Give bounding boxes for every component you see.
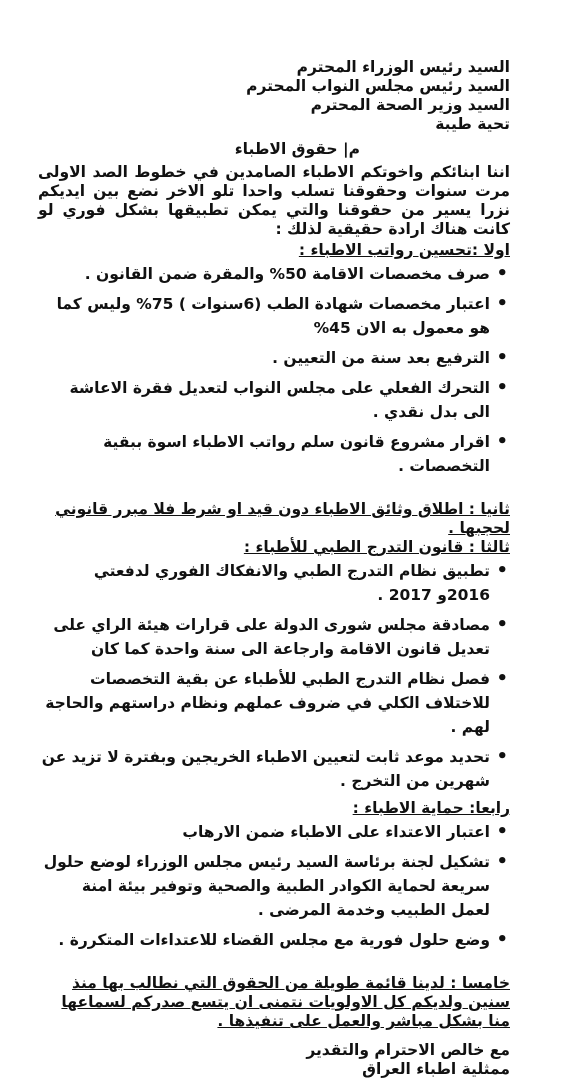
closing-regards: مع خالص الاحترام والتقدير xyxy=(306,1041,510,1059)
section-salaries-list xyxy=(38,262,510,478)
list-item xyxy=(38,820,508,844)
list-item-text: تشكيل لجنة برئاسة السيد رئيس مجلس الوزراء لوضع حلول سريعة لحماية الكوادر الطبية والصحية وتوفير بيئة امنة لعمل الطبيب وخدمة المرضى . xyxy=(43,853,490,919)
list-item-text: اعتبار الاعتداء على الاطباء ضمن الارهاب xyxy=(182,823,490,841)
closing-block xyxy=(38,1041,510,1079)
list-item-text: اقرار مشروع قانون سلم رواتب الاطباء اسوة ببقية التخصصات . xyxy=(103,433,490,475)
section-salaries xyxy=(38,241,510,478)
list-item xyxy=(38,376,508,424)
list-item-text: فصل نظام التدرج الطبي للأطباء عن بقية التخصصات للاختلاف الكلي في ضروف عملهم ونظام دراستهم والحاجة لهم . xyxy=(45,670,490,736)
section-medical-grading-heading: ثالثا : قانون التدرج الطبي للأطباء : xyxy=(243,538,510,556)
list-item xyxy=(38,262,508,286)
bullet-mark: • xyxy=(496,377,508,398)
addressee-health-minister: السيد وزير الصحة المحترم xyxy=(310,96,510,114)
list-item xyxy=(38,745,508,793)
list-item xyxy=(38,850,508,922)
section-documents: ثانيا : اطلاق وثائق الاطباء دون قيد او شرط فلا مبرر قانوني لحجبها . xyxy=(55,500,510,537)
section-doctor-protection-list xyxy=(38,820,510,952)
section-doctor-protection-heading: رابعا: حماية الاطباء : xyxy=(352,799,510,817)
bullet-mark: • xyxy=(496,347,508,368)
section-medical-grading-list xyxy=(38,559,510,793)
bullet-mark: • xyxy=(496,263,508,284)
bullet-mark: • xyxy=(496,560,508,581)
list-item-text: تحديد موعد ثابت لتعيين الاطباء الخريجين وبفترة لا تزيد عن شهرين من التخرج . xyxy=(41,748,490,790)
section-salaries-heading: اولا :تحسين رواتب الاطباء : xyxy=(298,241,510,259)
list-item-text: اعتبار مخصصات شهادة الطب (6سنوات ) 75% وليس كما هو معمول به الان 45% xyxy=(56,295,490,337)
list-item-text: وضع حلول فورية مع مجلس القضاء للاعتداءات المتكررة . xyxy=(58,931,490,949)
signature-sender: ممثلية اطباء العراق xyxy=(362,1060,510,1078)
list-item-text: تطبيق نظام التدرج الطبي والانفكاك الفوري لدفعتي 2016و 2017 . xyxy=(93,562,490,604)
addressee-block xyxy=(38,58,510,134)
subject-line: م| حقوق الاطباء xyxy=(234,140,360,158)
bullet-mark: • xyxy=(496,929,508,950)
bullet-mark: • xyxy=(496,293,508,314)
list-item xyxy=(38,667,508,739)
list-item xyxy=(38,346,508,370)
intro-paragraph: اننا ابنائكم واخوتكم الاطباء الصامدين في خطوط الصد الاولى مرت سنوات وحقوقنا تسلب واحدا تلو الاخر نضع بين ايديكم نزرا يسير من حقوقنا والتي يمكن تطبيقها بشكل فوري لو كانت هناك ارادة حقيقية لذلك : xyxy=(38,163,510,238)
list-item xyxy=(38,559,508,607)
list-item-text: الترفيع بعد سنة من التعيين . xyxy=(272,349,490,367)
list-item-text: مصادقة مجلس شورى الدولة على قرارات هيئة الراي على تعديل قانون الاقامة وارجاعة الى سنة واحدة كما كان xyxy=(53,616,490,658)
list-item xyxy=(38,928,508,952)
bullet-mark: • xyxy=(496,431,508,452)
section-doctor-protection xyxy=(38,799,510,952)
bullet-mark: • xyxy=(496,851,508,872)
bullet-mark: • xyxy=(496,746,508,767)
bullet-mark: • xyxy=(496,614,508,635)
list-item xyxy=(38,292,508,340)
list-item xyxy=(38,430,508,478)
list-item-text: التحرك الفعلي على مجلس النواب لتعديل فقرة الاعاشة الى بدل نقدي . xyxy=(69,379,490,421)
list-item-text: صرف مخصصات الاقامة 50% والمقرة ضمن القانون . xyxy=(84,265,490,283)
addressee-prime-minister: السيد رئيس الوزراء المحترم xyxy=(296,58,510,76)
greeting: تحية طيبة xyxy=(435,115,510,133)
bullet-mark: • xyxy=(496,668,508,689)
list-item xyxy=(38,613,508,661)
section-other-rights: خامسا : لدينا قائمة طويلة من الحقوق التي نطالب بها منذ سنين ولديكم كل الاولويات نتمنى ان يتسع صدركم لسماعها منا بشكل مباشر والعمل على تنفيذها . xyxy=(61,974,510,1030)
addressee-parliament-speaker: السيد رئيس مجلس النواب المحترم xyxy=(246,77,510,95)
section-medical-grading xyxy=(38,538,510,793)
bullet-mark: • xyxy=(496,821,508,842)
